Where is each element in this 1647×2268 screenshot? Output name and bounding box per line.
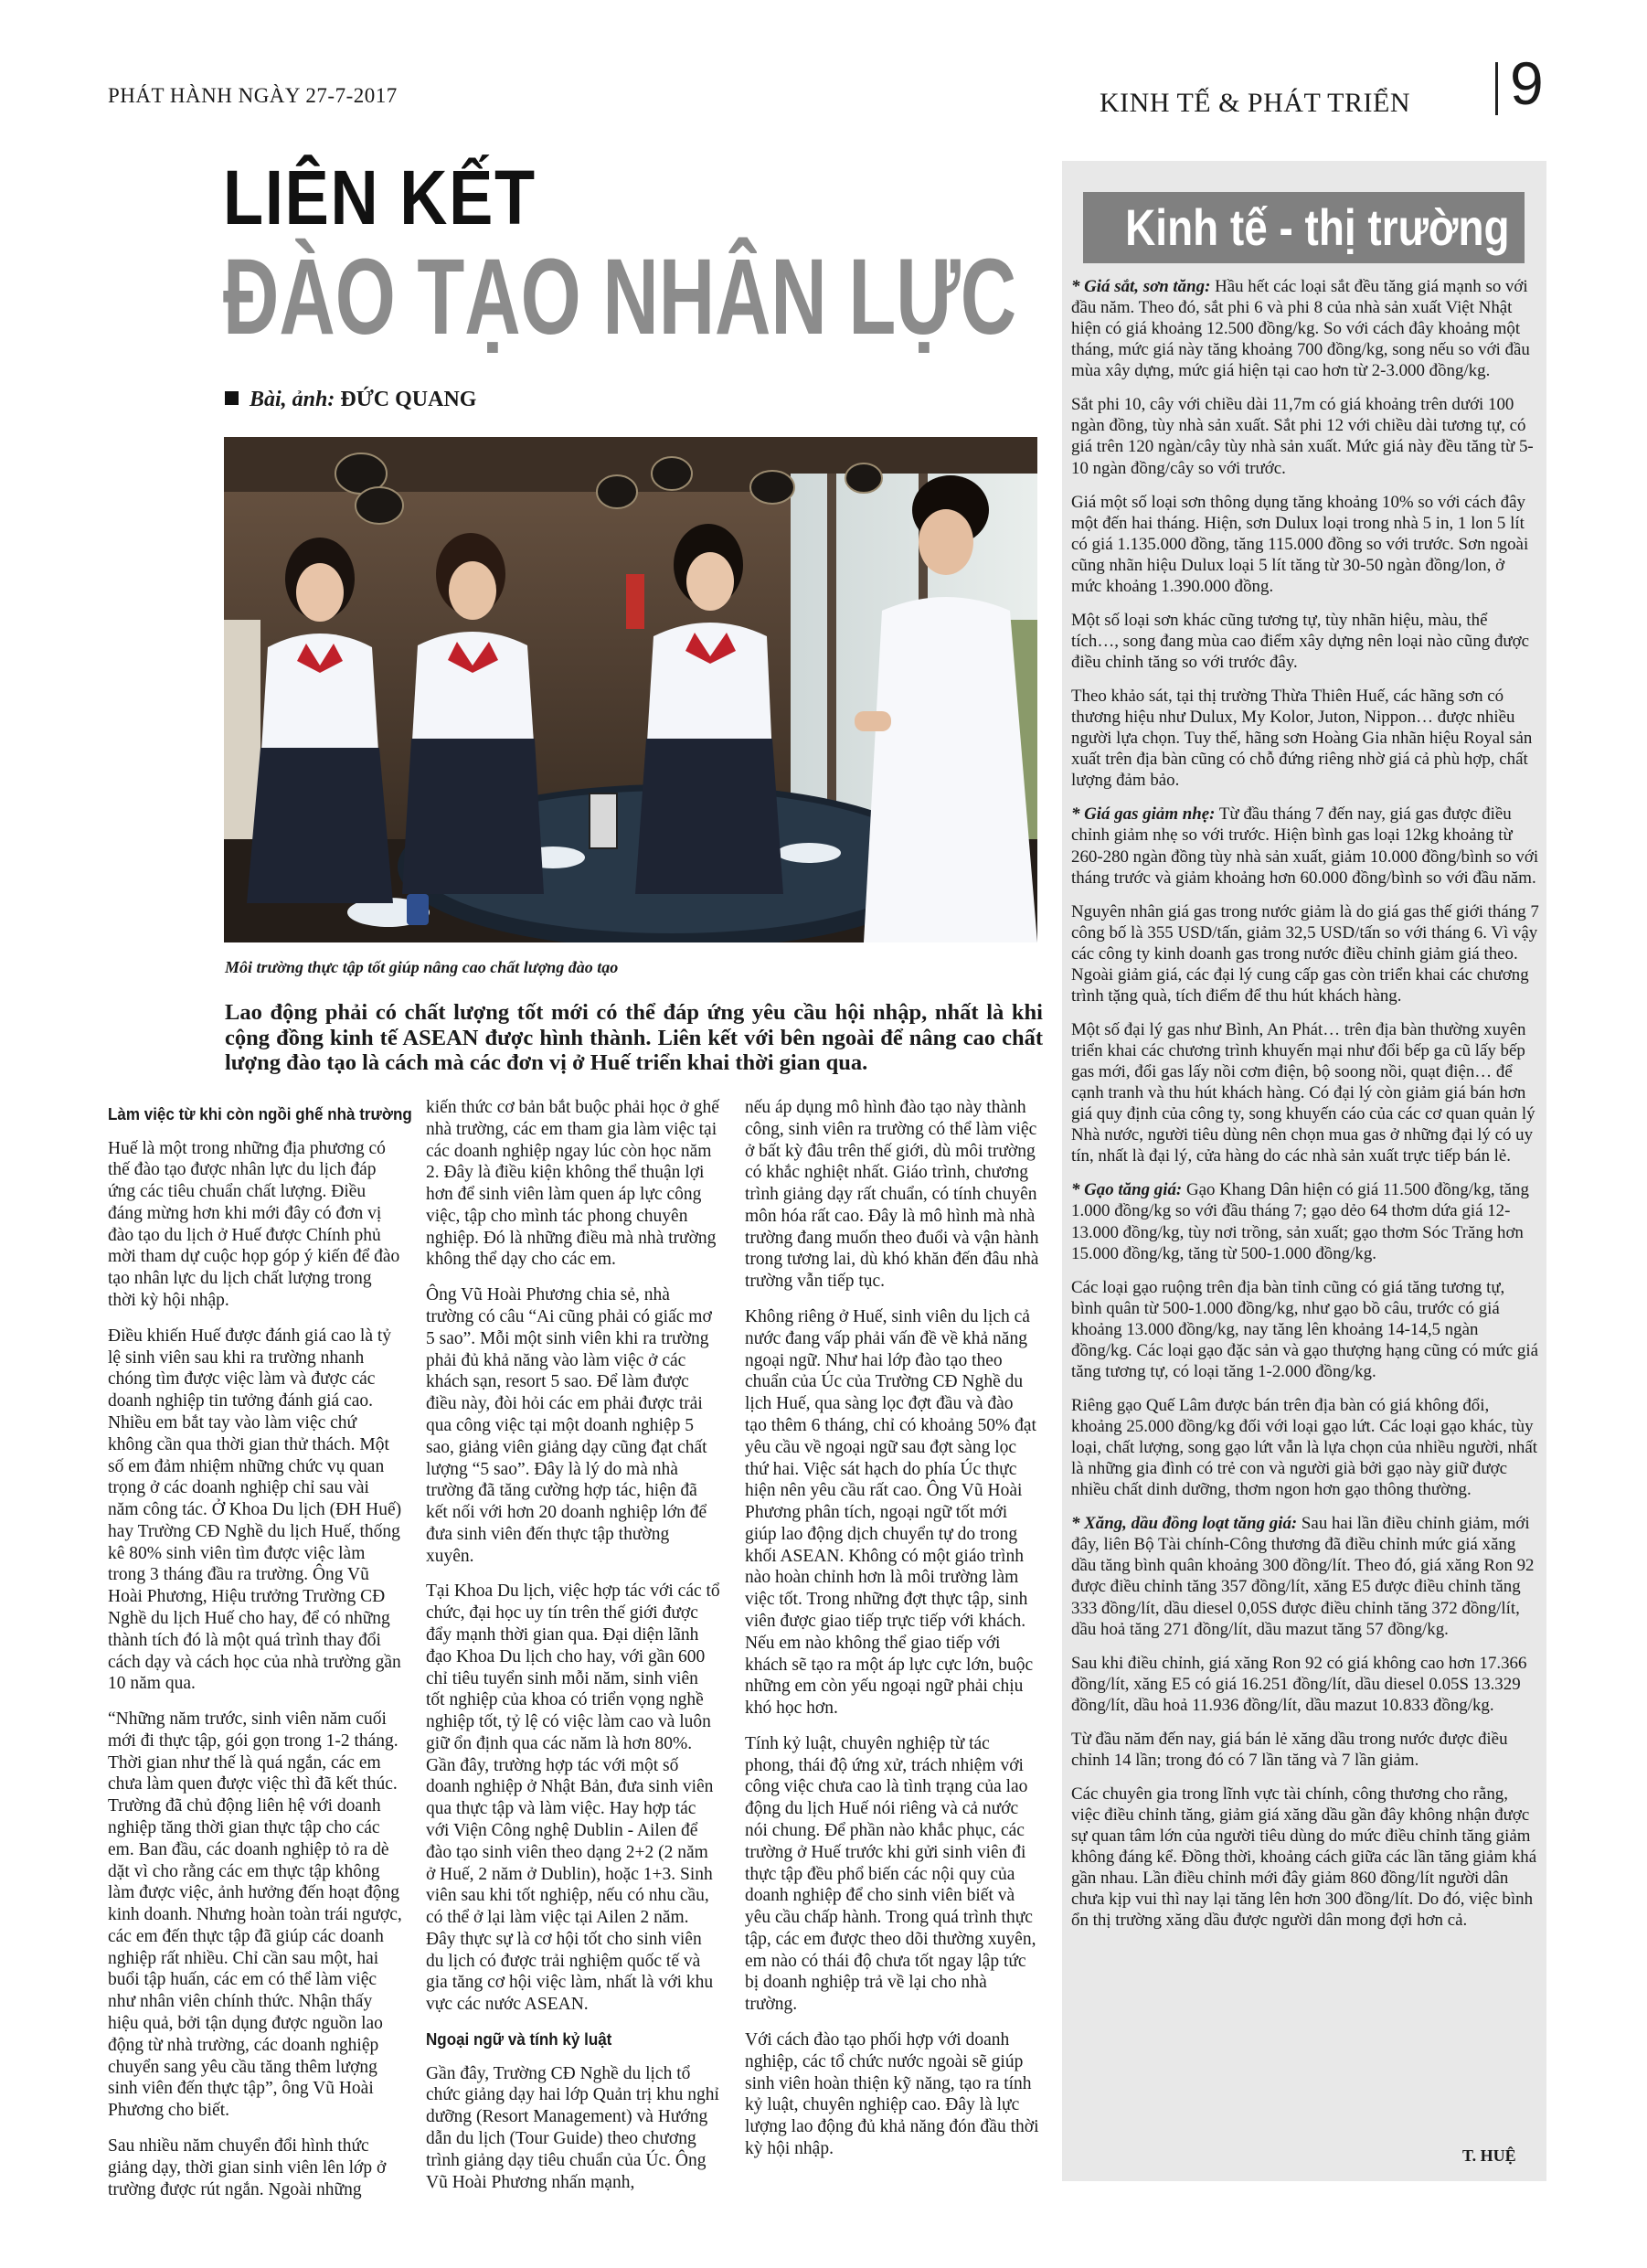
paragraph xyxy=(1071,1513,1539,1639)
sidebar-title xyxy=(1083,192,1525,263)
sidebar-author: T. HUỆ xyxy=(1462,2146,1516,2165)
photo-caption: Môi trường thực tập tốt giúp nâng cao chất lượng đào tạo xyxy=(225,958,619,976)
paragraph: Các loại gạo ruộng trên địa bàn tỉnh cũng có giá tăng tương tự, bình quân từ 500-1.000 đồng/kg, như gạo bồ câu, trước có giá khoảng 13.000 đồng/kg, nay tăng lên khoảng 14-14,5 ngàn đồng/kg. Các loại gạo đặc sản và gạo thượng hạng cũng có mức giá tăng tương tự, có loại tăng 1-2.000 đồng/kg. xyxy=(1071,1277,1538,1381)
paragraph: Sau nhiều năm chuyển đổi hình thức giảng dạy, thời gian sinh viên lên lớp ở trường được rút ngắn. Ngoài những xyxy=(108,2135,387,2199)
paragraph: “Những năm trước, sinh viên năm cuối mới đi thực tập, gói gọn trong 1-2 tháng. Thời gian như thế là quá ngắn, các em chưa làm quen được việc thì đã kết thúc. Trường đã chủ động liên hệ với doanh nghiệp tăng thời gian thực tập cho các em. Ban đầu, các doanh nghiệp tỏ ra dè dặt vì cho rằng các em thực tập không làm được việc, ảnh hưởng đến hoạt động kinh doanh. Nhưng hoàn toàn trái ngược, các em đến thực tập đã giúp các doanh nghiệp rất nhiều. Chỉ cần sau một, hai buổi tập huấn, các em có thể làm việc như nhân viên chính thức. Nhận thấy hiệu quả, bởi tận dụng được nguồn lao động từ nhà trường, các doanh nghiệp chuyển sang yêu cầu tăng thêm lượng sinh viên đến thực tập”, ông Vũ Hoài Phương cho biết. xyxy=(108,1709,402,2121)
byline-label: Bài, ảnh: xyxy=(250,388,335,411)
paragraph: Nguyên nhân giá gas trong nước giảm là do giá gas thế giới tháng 7 công bố là 355 USD/tấn, giảm 32,5 USD/tấn so với tháng 6. Vì vậy các công ty kinh doanh gas trong nước điều chỉnh giảm giá theo. Ngoài giảm giá, các đại lý cung cấp gas còn triển khai các chương trình tặng quà, tích điểm để thu hút khách hàng. xyxy=(1071,901,1539,1006)
article-photo xyxy=(224,437,1037,942)
item-heading: * Giá gas giảm nhẹ: xyxy=(1071,804,1216,825)
paragraph: Không riêng ở Huế, sinh viên du lịch cả nước đang vấp phải vấn đề về khả năng ngoại ngữ. Như hai lớp đào tạo theo chuẩn của Úc của Trường CĐ Nghề du lịch Huế, qua sàng lọc đợt đầu và đào tạo thêm 6 tháng, chỉ có khoảng 50% đạt yêu cầu về ngoại ngữ sau đợt sàng lọc thứ hai. Việc sát hạch do phía Úc thực hiện nên yêu cầu rất cao. Ông Vũ Hoài Phương phân tích, ngoại ngữ tốt mới giúp lao động dịch chuyển tự do trong khối ASEAN. Không có một giáo trình nào hoàn chỉnh hơn là môi trường làm việc tốt. Trong những đợt thực tập, sinh viên được giao tiếp trực tiếp với khách. Nếu em nào không thể giao tiếp với khách sẽ tạo ra một áp lực cực lớn, buộc những em còn yếu ngoại ngữ phải chịu khó học hơn. xyxy=(745,1307,1036,1719)
byline xyxy=(225,388,476,412)
page-number: 9 xyxy=(1510,49,1544,117)
subheading: Ngoại ngữ và tính kỷ luật xyxy=(426,2029,612,2050)
header-divider xyxy=(1495,62,1498,115)
item-heading: * Xăng, dầu đồng loạt tăng giá: xyxy=(1071,1514,1298,1534)
paragraph: Gần đây, Trường CĐ Nghề du lịch tổ chức giảng dạy hai lớp Quản trị khu nghỉ dưỡng (Resort Management) và Hướng dẫn du lịch (Tour Guide) theo chương trình giảng dạy tiêu chuẩn của Úc. Ông Vũ Hoài Phương nhấn mạnh, xyxy=(426,2063,719,2192)
headline-line2: ĐÀO TẠO NHÂN LỰC xyxy=(223,237,1017,357)
item-text: Gạo Khang Dân hiện có giá 11.500 đồng/kg, tăng 1.000 đồng/kg so với đầu tháng 7; gạo dẻo 64 thơm dứa giá 12-13.000 đồng/kg, tùy nơi trồng, sản xuất; gạo thơm Sóc Trăng hơn 15.000 đồng/kg, tăng từ 500-1.000 đồng/kg. xyxy=(1071,1180,1529,1263)
section-name: KINH TẾ & PHÁT TRIỂN xyxy=(1100,88,1410,118)
subheading: Làm việc từ khi còn ngồi ghế nhà trường xyxy=(108,1104,412,1123)
paragraph: Từ đầu năm đến nay, giá bán lẻ xăng dầu trong nước được điều chỉnh 14 lần; trong đó có 7 lần tăng và 7 lần giảm. xyxy=(1071,1729,1508,1770)
paragraph: kiến thức cơ bản bắt buộc phải học ở ghế nhà trường, các em tham gia làm việc tại các doanh nghiệp ngay lúc còn học năm 2. Đây là điều kiện không thể thuận lợi hơn để sinh viên làm quen áp lực công việc, tập cho mình tác phong chuyên nghiệp. Đó là những điều mà nhà trường không thể dạy cho các em. xyxy=(426,1098,719,1270)
paragraph: Sau khi điều chỉnh, giá xăng Ron 92 có giá không cao hơn 17.366 đồng/lít, xăng E5 có giá 16.251 đồng/lít, dầu diesel 0.05S 13.329 đồng/lít, dầu hoả 11.936 đồng/lít, dầu mazut 10.833 đồng/kg. xyxy=(1071,1653,1527,1715)
paragraph: Tại Khoa Du lịch, việc hợp tác với các tổ chức, đại học uy tín trên thế giới được đẩy mạnh thời gian qua. Đại diện lãnh đạo Khoa Du lịch cho hay, với gần 600 chỉ tiêu tuyển sinh mỗi năm, sinh viên tốt nghiệp của khoa có triển vọng nghề nghiệp tốt, tỷ lệ có việc làm cao và luôn giữ ổn định qua các năm là hơn 80%. Gần đây, trường hợp tác với một số doanh nghiệp ở Nhật Bản, đưa sinh viên qua thực tập và làm việc. Hay hợp tác với Viện Công nghệ Dublin - Ailen để đào tạo sinh viên theo dạng 2+2 (2 năm ở Huế, 2 năm ở Dublin), hoặc 1+3. Sinh viên sau khi tốt nghiệp, nếu có nhu cầu, có thể ở lại làm việc tại Ailen 2 năm. Đây thực sự là cơ hội tốt cho sinh viên du lịch có được trải nghiệm quốc tế và gia tăng cơ hội việc làm, nhất là với khu vực các nước ASEAN. xyxy=(426,1581,720,2015)
issue-date: PHÁT HÀNH NGÀY 27-7-2017 xyxy=(108,84,398,107)
item-heading: * Giá sắt, sơn tăng: xyxy=(1071,277,1211,296)
paragraph xyxy=(1071,804,1539,888)
lead-paragraph: Lao động phải có chất lượng tốt mới có thể đáp ứng yêu cầu hội nhập, nhất là khi cộng đồng kinh tế ASEAN được hình thành. Liên kết với bên ngoài để nâng cao chất lượng đào tạo là cách mà các đơn vị ở Huế triển khai thời gian qua. xyxy=(225,1000,1043,1076)
paragraph: Các chuyên gia trong lĩnh vực tài chính, công thương cho rằng, việc điều chỉnh tăng, giảm giá xăng dầu gần đây không nhận được sự quan tâm lớn của người tiêu dùng do mức điều chỉnh tăng giảm không đáng kể. Đồng thời, khoảng cách giữa các lần tăng giảm khá gần nhau. Lần điều chỉnh mới đây giảm 860 đồng/lít người dân chưa kịp vui thì nay lại tăng lên hơn 300 đồng/lít. Do đó, việc bình ổn thị trường xăng dầu được người dân mong đợi hơn cả. xyxy=(1071,1784,1537,1931)
item-text: Hầu hết các loại sắt đều tăng giá mạnh so với đầu năm. Theo đó, sắt phi 6 và phi 8 của nhà sản xuất Việt Nhật hiện có giá khoảng 12.500 đồng/kg. So với cách đây khoảng một tháng, mức giá này tăng khoảng 700 đồng/kg, song nếu so với đầu mùa xây dựng, mức giá hiện tại cao hơn từ 2-3.000 đồng/kg. xyxy=(1071,277,1530,381)
paragraph: Theo khảo sát, tại thị trường Thừa Thiên Huế, các hãng sơn có thương hiệu như Dulux, My Kolor, Juton, Nippon… được nhiều người lựa chọn. Tuy thế, hãng sơn Hoàng Gia nhãn hiệu Royal sản xuất trên địa bàn cũng có chỗ đứng riêng nhờ giá cả phù hợp, chất lượng đảm bảo. xyxy=(1071,687,1533,791)
sidebar-body xyxy=(1071,276,1539,1943)
article-column-1 xyxy=(108,1104,412,2214)
byline-author: ĐỨC QUANG xyxy=(340,388,477,411)
item-text: Sau hai lần điều chỉnh giảm, mới đây, liên Bộ Tài chính-Công thương đã điều chỉnh mức giá xăng dầu tăng bình quân khoảng 300 đồng/lít. Theo đó, giá xăng Ron 92 được điều chỉnh tăng 357 đồng/lít, xăng E5 được điều chỉnh tăng 333 đồng/lít, dầu diesel 0,05S được điều chỉnh tăng 372 đồng/lít, dầu hoả tăng 271 đồng/lít, dầu mazut tăng 57 đồng/kg. xyxy=(1071,1514,1535,1639)
headline-line1: LIÊN KẾT xyxy=(223,154,537,240)
paragraph: Một số loại sơn khác cũng tương tự, tùy nhãn hiệu, màu, thể tích…, song đang mùa cao điểm xây dựng nên loại nào cũng được điều chỉnh tăng so với trước đây. xyxy=(1071,610,1530,672)
paragraph: nếu áp dụng mô hình đào tạo này thành công, sinh viên ra trường có thể làm việc ở bất kỳ đâu trên thế giới, dù môi trường có khắc nghiệt nhất. Giáo trình, chương trình giảng dạy rất chuẩn, có tính chuyên môn hóa rất cao. Đây là mô hình mà nhà trường đang muốn theo đuổi và vận hành trong tương lai, dù khó khăn đến đâu nhà trường vẫn tiếp tục. xyxy=(745,1098,1039,1292)
paragraph: Sắt phi 10, cây với chiều dài 11,7m có giá khoảng trên dưới 100 ngàn đồng, tùy nhà sản xuất. Sắt phi 12 với chiều dài tương tự, có giá trên 120 ngàn/cây tùy nhà sản xuất. Mức giá này đều tăng từ 5-10 ngàn đồng/cây so với trước. xyxy=(1071,395,1534,478)
paragraph: Giá một số loại sơn thông dụng tăng khoảng 10% so với cách đây một đến hai tháng. Hiện, sơn Dulux loại trong nhà 5 in, 1 lon 5 lít có giá 1.135.000 đồng, tăng 115.000 đồng so với trước. Sơn ngoài cũng nhãn hiệu Dulux loại 5 lít tăng từ 30-50 ngàn đồng/lon, ở mức khoảng 1.390.000 đồng. xyxy=(1071,492,1529,596)
paragraph: Riêng gạo Quế Lâm được bán trên địa bàn có giá không đổi, khoảng 25.000 đồng/kg đối với loại gạo lứt. Các loại gạo khác, tùy loại, chất lượng, song gạo lứt vẫn là lựa chọn của nhiều người, nhất là những gia đình có trẻ con và người già bởi gạo này giữ được nhiều chất dinh dưỡng, thơm ngon hơn gạo thông thường. xyxy=(1071,1395,1537,1500)
paragraph: Ông Vũ Hoài Phương chia sẻ, nhà trường có câu “Ai cũng phải có giấc mơ 5 sao”. Mỗi một sinh viên khi ra trường phải đủ khả năng vào làm việc ở các khách sạn, resort 5 sao. Để làm được điều này, đòi hỏi các em phải được trải qua công việc tại một doanh nghiệp 5 sao, giảng viên giảng dạy cũng đạt chất lượng “5 sao”. Đây là lý do mà nhà trường đã tăng cường hợp tác, hiện đã kết nối với hơn 20 doanh nghiệp lớn để đưa sinh viên đến thực tập thường xuyên. xyxy=(426,1285,712,1566)
paragraph: Tính kỷ luật, chuyên nghiệp từ tác phong, thái độ ứng xử, trách nhiệm với công việc chưa cao là tình trạng của lao động du lịch Huế nói riêng và cả nước nói chung. Để phần nào khắc phục, các trường ở Huế trước khi gửi sinh viên đi thực tập đều phổ biến các nội quy của doanh nghiệp để cho sinh viên biết và yêu cầu chấp hành. Trong quá trình thực tập, các em được theo dõi thường xuyên, em nào có thái độ chưa tốt ngay lập tức bị doanh nghiệp trả về lại cho nhà trường. xyxy=(745,1733,1036,2015)
paragraph: Điều khiến Huế được đánh giá cao là tỷ lệ sinh viên sau khi ra trường nhanh chóng tìm được việc làm và được các doanh nghiệp tin tưởng đánh giá cao. Nhiều em bắt tay vào làm việc chứ không cần qua thời gian thử thách. Một số em đảm nhiệm những chức vụ quan trọng ở các doanh nghiệp chỉ sau vài năm công tác. Ở Khoa Du lịch (ĐH Huế) hay Trường CĐ Nghề du lịch Huế, thống kê 80% sinh viên tìm được việc làm trong 3 tháng đầu ra trường. Ông Vũ Hoài Phương, Hiệu trưởng Trường CĐ Nghề du lịch Huế cho hay, để có những thành tích đó là một quá trình thay đổi cách dạy và cách học của nhà trường gần 10 năm qua. xyxy=(108,1326,402,1694)
item-heading: * Gạo tăng giá: xyxy=(1071,1180,1183,1200)
article-column-2 xyxy=(426,1097,720,2207)
article-column-3 xyxy=(745,1097,1039,2174)
paragraph xyxy=(1071,1179,1539,1263)
paragraph: Với cách đào tạo phối hợp với doanh nghiệp, các tổ chức nước ngoài sẽ giúp sinh viên hoàn thiện kỹ năng, tạo ra tính kỷ luật, chuyên nghiệp cao. Đây là lực lượng lao động đủ khả năng đón đầu thời kỳ hội nhập. xyxy=(745,2030,1039,2158)
paragraph: Một số đại lý gas như Bình, An Phát… trên địa bàn thường xuyên triển khai các chương trình khuyến mại như đổi bếp ga cũ lấy bếp gas mới, đổi gas lấy nồi cơm điện, bộ soong nồi, quạt điện… để cạnh tranh và thu hút khách hàng. Có đại lý còn giảm giá bán hơn giá quy định của công ty, song khuyến cáo của các cơ quan quản lý Nhà nước, người tiêu dùng nên chọn mua gas ở những đại lý có uy tín, nhất là đại lý, cửa hàng do các nhà sản xuất trực tiếp bán lẻ. xyxy=(1071,1019,1535,1166)
square-bullet-icon xyxy=(225,391,239,405)
paragraph: Huế là một trong những địa phương có thế đào tạo được nhân lực du lịch đáp ứng các tiêu chuẩn chất lượng. Điều đáng mừng hơn khi mới đây có đơn vị đào tạo du lịch ở Huế được Chính phủ mời tham dự cuộc họp góp ý kiến để đào tạo nhân lực du lịch chất lượng trong thời kỳ hội nhập. xyxy=(108,1138,400,1311)
paragraph xyxy=(1071,276,1539,381)
item-text: Từ đầu tháng 7 đến nay, giá gas được điều chỉnh giảm nhẹ so với trước. Hiện bình gas loại 12kg khoảng từ 260-280 ngàn đồng tùy nhà sản xuất, giảm 10.000 đồng/bình so với tháng trước và giảm khoảng hơn 60.000 đồng/bình so với đầu năm. xyxy=(1071,804,1539,888)
sidebar-title-text: Kinh tế - thị trường xyxy=(1125,198,1510,256)
